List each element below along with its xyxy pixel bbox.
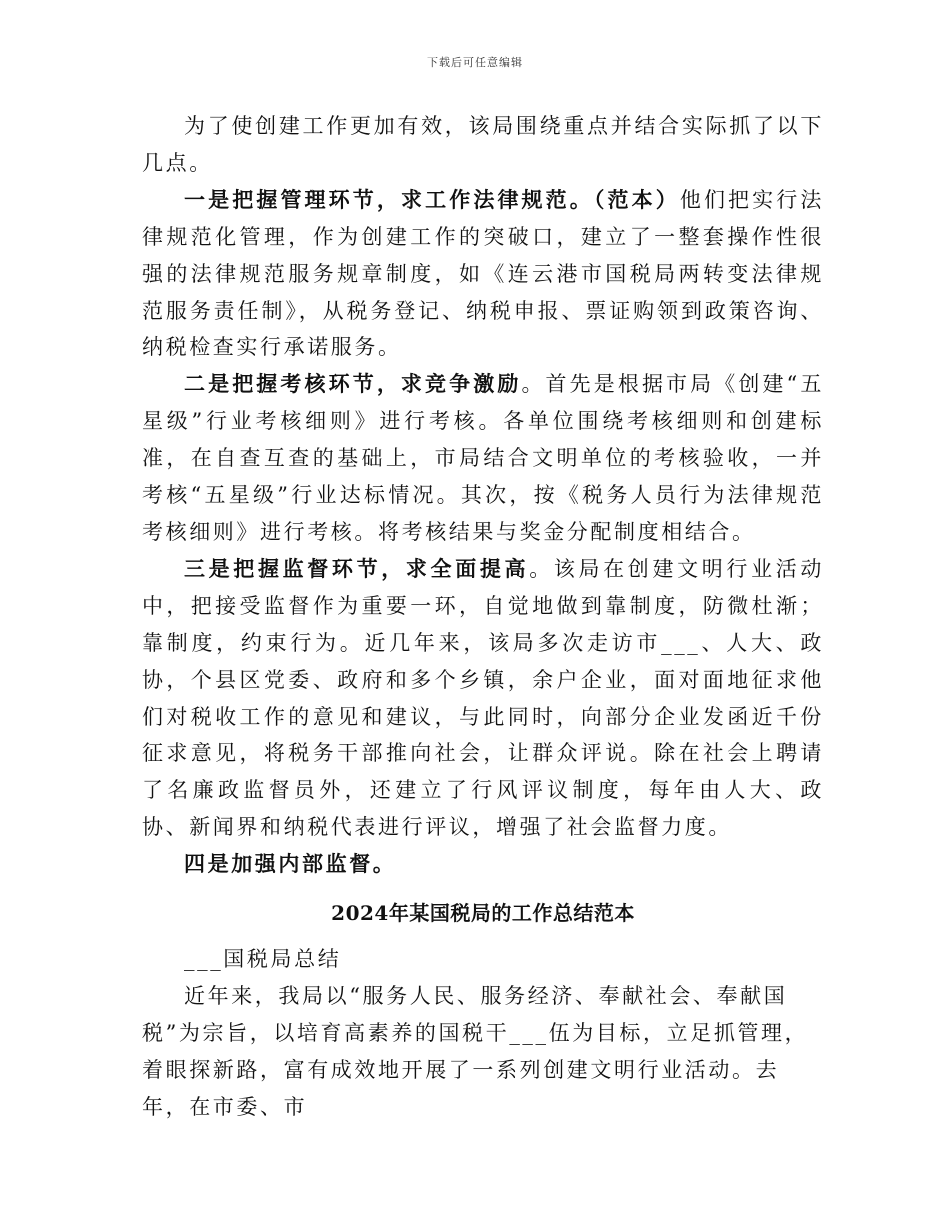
paragraph-point-four [142, 846, 824, 883]
point-four-heading: 四是加强内部监督。 [184, 851, 397, 877]
point-one-heading: 一是把握管理环节，求工作法律规范。（范本） [184, 186, 680, 212]
point-two-heading: 二是把握考核环节，求竞争激励 [184, 371, 522, 397]
page-header: 下载后可任意编辑 [427, 56, 523, 69]
point-one-text: 他们把实行法律规范化管理，作为创建工作的突破口，建立了一整套操作性很强的法律规范服务规章制度，如《连云港市国税局两转变法律规范服务责任制》，从税务登记、纳税申报、票证购领到政策咨询、纳税检查实行承诺服务。 [142, 187, 824, 360]
paragraph-point-two [142, 366, 824, 551]
paragraph-summary: 近年来，我局以“服务人民、服务经济、奉献社会、奉献国税”为宗旨，以培育高素养的国税干___伍为目标，立足抓管理，着眼探新路，富有成效地开展了一系列创建文明行业活动。去年，在市委、市 [142, 983, 809, 1119]
point-three-text: 。该局在创建文明行业活动中，把接受监督作为重要一环，自觉地做到靠制度，防微杜渐；靠制度，约束行为。近几年来，该局多次走访市___、人大、政协，个县区党委、政府和多个乡镇，余户企业，面对面地征求他们对税收工作的意见和建议，与此同时，向部分企业发函近千份征求意见，将税务干部推向社会，让群众评说。除在社会上聘请了名廉政监督员外，还建立了行风评议制度，每年由人大、政协、新闻界和纳税代表进行评议，增强了社会监督力度。 [142, 556, 824, 840]
paragraph-point-three [142, 551, 824, 846]
document-body [142, 108, 824, 1126]
document-title: 2024年某国税局的工作总结范本 [331, 901, 635, 926]
point-three-heading: 三是把握监督环节，求全面提高 [184, 555, 530, 581]
paragraph-point-one [142, 182, 824, 367]
point-two-text: 。首先是根据市局《创建“五星级”行业考核细则》进行考核。各单位围绕考核细则和创建标准，在自查互查的基础上，市局结合文明单位的考核验收，一并考核“五星级”行业达标情况。其次，按《税务人员行为法律规范考核细则》进行考核。将考核结果与奖金分配制度相结合。 [142, 372, 824, 544]
paragraph-author: ___国税局总结 [184, 947, 342, 972]
paragraph-intro: 为了使创建工作更加有效，该局围绕重点并结合实际抓了以下几点。 [142, 114, 824, 175]
